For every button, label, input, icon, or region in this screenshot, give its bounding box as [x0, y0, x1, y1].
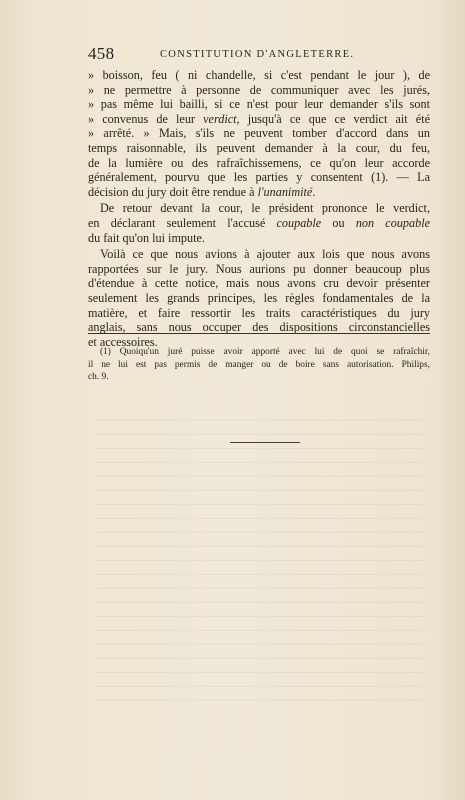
text-segment: décision du jury doit être rendue à: [88, 184, 258, 199]
end-rule: [230, 442, 300, 443]
text-line: anglais, sans nous occuper des dispositions circonstancielles: [88, 320, 430, 335]
text-line: » arrêté. » Mais, s'ils ne peuvent tomber d'accord dans un: [88, 126, 430, 141]
text-line: et accessoires.: [88, 334, 158, 349]
text-line: [88, 112, 430, 127]
page-number: 458: [88, 44, 115, 63]
footnote-separator: [88, 333, 430, 334]
footnote-line: (1) Quoiqu'un juré puisse avoir apporté avec lui de quoi se rafraîchir,: [100, 347, 430, 357]
non-coupable-term: non coupable: [355, 215, 430, 230]
text-line: [88, 216, 430, 231]
text-line: » boisson, feu ( ni chandelle, si c'est pendant le jour ), de: [88, 68, 430, 82]
unanimite-term: l'unanimité: [257, 184, 313, 199]
text-line: d'étendue à cette notice, mais nous avons cru devoir présenter: [88, 276, 430, 291]
verdict-term: verdict: [203, 111, 237, 126]
text-segment: en déclarant seulement l'accusé: [88, 215, 277, 230]
page-header: [88, 44, 430, 64]
text-line: matière, et faire ressortir les traits caractéristiques du jury: [88, 305, 430, 320]
text-line: rapportées sur le jury. Nous aurions pu donner beaucoup plus: [88, 261, 430, 276]
text-line: [88, 185, 430, 200]
paper-show-through: [95, 420, 425, 710]
text-line: De retour devant la cour, le président prononce le verdict,: [100, 201, 430, 216]
text-segment: ou: [321, 215, 356, 230]
footnote: [88, 346, 430, 384]
text-line: Voilà ce que nous avions à ajouter aux lois que nous avons: [100, 247, 430, 262]
text-line: du fait qu'on lui impute.: [88, 230, 205, 245]
running-title: CONSTITUTION D'ANGLETERRE.: [160, 49, 355, 60]
text-line: seulement les grands principes, les règles fondamentales de la: [88, 290, 430, 305]
text-line: de la lumière ou des rafraîchissemens, ce qu'on leur accorde: [88, 155, 430, 170]
text-segment: , jusqu'à ce que ce verdict ait été: [236, 111, 430, 126]
text-segment: » convenus de leur: [88, 111, 204, 126]
text-segment: .: [312, 184, 316, 199]
footnote-line: ch. 9.: [88, 372, 109, 383]
main-text: [88, 68, 430, 349]
paragraph-quote-continuation: [88, 68, 430, 199]
text-line: » ne permettre à personne de communiquer avec les jurés,: [88, 82, 430, 97]
paragraph-verdict: [88, 201, 430, 245]
footnote-line: il ne lui est pas permis de manger ou de boire sans autorisation. Philips,: [88, 359, 430, 370]
text-line: » pas même lui bailli, si ce n'est pour leur demander s'ils sont: [88, 97, 430, 112]
text-line: temps raisonnable, ils peuvent demander à la cour, du feu,: [88, 140, 430, 155]
coupable-term: coupable: [276, 215, 322, 230]
text-line: généralement, pourvu que les parties y consentent (1). — La: [88, 170, 430, 185]
